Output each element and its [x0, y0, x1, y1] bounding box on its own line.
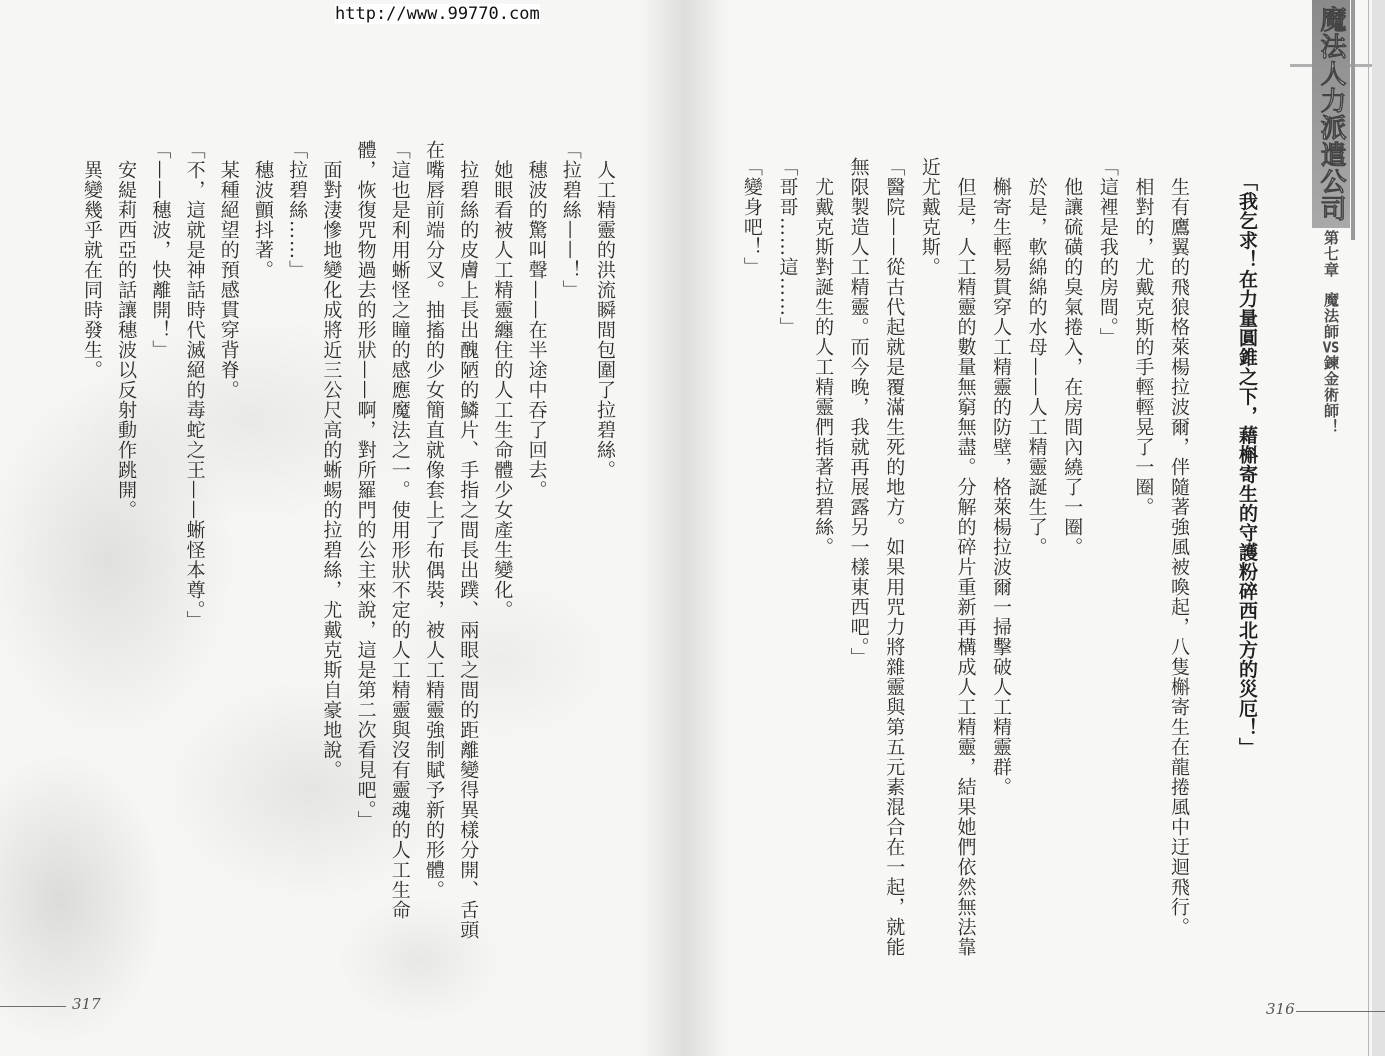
incantation-heading: 「我乞求！在力量圓錐之下，藉槲寄生的守護粉碎西北方的災厄！」: [1236, 172, 1258, 757]
text-column: 體，恢復咒物過去的形狀——啊，對所羅門的公主來說，這是第二次看見吧。」: [354, 140, 377, 831]
page-number: 316: [1266, 1000, 1295, 1018]
text-column: 近尤戴克斯。: [918, 157, 941, 277]
text-column: 人工精靈的洪流瞬間包圍了拉碧絲。: [594, 160, 616, 480]
text-column: 但是，人工精靈的數量無窮無盡。分解的碎片重新再構成人工精靈，結果她們依然無法靠: [954, 177, 977, 957]
text-column: 穗波的驚叫聲——在半途中吞了回去。: [525, 160, 548, 500]
text-column: 「拉碧絲——！」: [559, 140, 582, 300]
text-column: 「變身吧！」: [740, 157, 763, 277]
right-page: [686, 0, 1385, 1056]
text-column: 他讓硫磺的臭氣捲入，在房間內繞了一圈。: [1061, 177, 1084, 557]
text-column: 無限製造人工精靈。而今晚，我就再展露另一樣東西吧。」: [847, 157, 870, 668]
text-column: 面對淒慘地變化成將近三公尺高的蜥蜴的拉碧絲，尤戴克斯自豪地說。: [320, 160, 343, 780]
text-column: 「拉碧絲……」: [286, 140, 309, 280]
text-column: 尤戴克斯對誕生的人工精靈們指著拉碧絲。: [812, 177, 835, 557]
chapter-number: 第七章: [1322, 230, 1340, 278]
book-spine-shadow: [640, 0, 730, 1056]
chapter-title: 魔法師VS鍊金術師！: [1322, 292, 1340, 435]
text-column: 生有鷹翼的飛狼格萊楊拉波爾，伴隨著強風被喚起，八隻槲寄生在龍捲風中迂迴飛行。: [1168, 177, 1190, 937]
text-column: 相對的，尤戴克斯的手輕輕晃了一圈。: [1132, 177, 1155, 517]
text-column: 異變幾乎就在同時發生。: [80, 160, 103, 380]
page-number-rule: [0, 1006, 66, 1007]
text-column: 於是，軟綿綿的水母——人工精靈誕生了。: [1025, 177, 1048, 557]
page-edge: [1372, 0, 1385, 1056]
page-number: 317: [72, 995, 101, 1013]
text-column: 安緹莉西亞的話讓穗波以反射動作跳開。: [115, 160, 138, 520]
left-page-text: [75, 140, 622, 940]
text-column: 拉碧絲的皮膚上長出醜陋的鱗片、手指之間長出蹼、兩眼之間的距離變得異樣分開、舌頭: [457, 160, 480, 940]
text-column: 「——穗波，快離開！」: [149, 140, 172, 360]
page-edge-line: [1368, 0, 1369, 1056]
text-column: 「這也是利用蜥怪之瞳的感應魔法之一。使用形狀不定的人工精靈與沒有靈魂的人工生命: [388, 140, 411, 920]
text-column: 她眼看被人工精靈纏住的人工生命體少女產生變化。: [491, 160, 514, 620]
text-column: 「不，這就是神話時代滅絕的毒蛇之王——蜥怪本尊。」: [183, 140, 206, 631]
text-column: 槲寄生輕易貫穿人工精靈的防壁，格萊楊拉波爾一掃擊破人工精靈群。: [990, 177, 1013, 797]
left-page: [0, 0, 686, 1056]
text-column: 穗波顫抖著。: [251, 160, 274, 280]
text-column: 「哥哥……這……」: [776, 157, 799, 337]
text-column: 「醫院——從古代起就是覆滿生死的地方。如果用咒力將雜靈與第五元素混合在一起，就能: [883, 157, 906, 957]
right-page-text: [733, 157, 1196, 957]
watermark-url: http://www.99770.com: [335, 4, 540, 24]
header-vertical-rule: [1351, 0, 1355, 240]
text-column: 「這裡是我的房間。」: [1096, 157, 1119, 348]
text-column: 在嘴唇前端分叉。抽搐的少女簡直就像套上了布偶裝，被人工精靈強制賦予新的形體。: [422, 140, 445, 900]
page-number-rule: [1296, 1011, 1385, 1012]
text-column: 某種絕望的預感貫穿背脊。: [217, 160, 240, 400]
book-title: 魔法人力派遣公司: [1312, 0, 1350, 228]
